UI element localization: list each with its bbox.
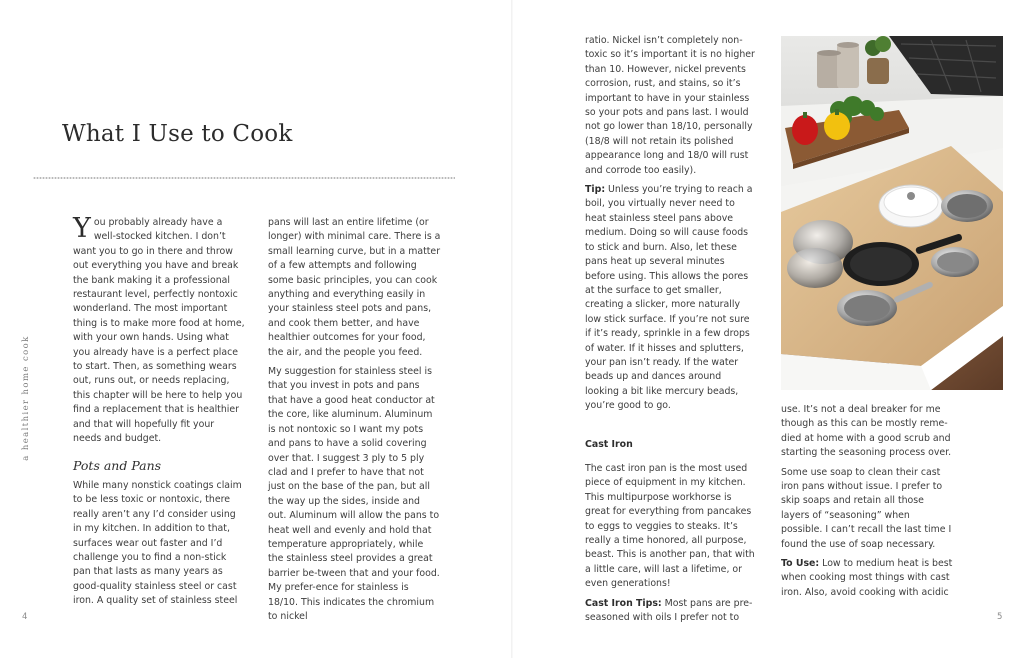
page-gutter (511, 0, 513, 658)
intro-text: ou probably already have a well-stocked kitchen. I don’t want you to go in there and throw out everything you have and break the bank making it a professional restaurant level, perfectly nontoxic wonderland. The most important thing is to make more food at home, with your own hands. Using what you already have is a perfect place to start. Then, as something wears out, runs out, or needs replacing, this chapter will be here to help you find a replacement that is healthier and that will hopefully fit your needs and budget. (73, 217, 245, 445)
text-column-1 (73, 213, 245, 609)
running-side-label: a healthier home cook (21, 335, 31, 461)
kitchen-drawer-illustration (781, 36, 1003, 390)
to-use-label: To Use: (781, 558, 820, 570)
column-2-paragraph-1: pans will last an entire lifetime (or longer) with minimal care. There is a small learning curve, but in a matter of a few attempts and following some basic principles, you can cook anything and everything easily in your stainless steel pots and pans, and cook them better, and have healthier outcomes for your food, the air, and the people you feed. (268, 217, 441, 358)
cast-iron-paragraph: The cast iron pan is the most used piece of equipment in my kitchen. This multipurpose workhorse is great for everything from pancakes to eggs to veggies to steaks. It’s really a time honored, all purpose, beast. This is another pan, that with a little care, will last a lifetime, or even generations! (585, 462, 755, 590)
cast-iron-tips-text: Most pans are pre-seasoned with oils I prefer not to (585, 597, 753, 624)
to-use-text: Low to medium heat is best when cooking most things with cast iron. Also, avoid cooking with acidic (781, 558, 953, 598)
cast-iron-tips-label: Cast Iron Tips: (585, 597, 662, 609)
column-4-paragraph-2: Some use soap to clean their cast iron pans without issue. I prefer to skip soaps and retain all those layers of “seasoning” when possible. I can’t recall the last time I found the use of soap necessary. (781, 466, 952, 550)
tip-paragraph (585, 183, 757, 414)
nickel-paragraph: ratio. Nickel isn’t completely non-toxic so it’s important it is no higher than 10. However, nickel prevents corrosion, rust, and stains, so it’s important to have in your stainless so your pots and pans last. I would not go lower than 18/10, personally (18/8 will not retain its polished appearance long and 18/0 will rust and corrode too easily). (585, 35, 755, 176)
to-use-paragraph (781, 557, 953, 600)
chapter-title: What I Use to Cook (62, 121, 293, 147)
section-heading-pots-and-pans: Pots and Pans (73, 457, 162, 473)
tip-label: Tip: (585, 184, 606, 196)
kitchen-drawer-photo (781, 36, 1003, 390)
page-number-right: 5 (997, 612, 1003, 622)
text-column-4 (781, 403, 953, 600)
cast-iron-tips-paragraph (585, 597, 757, 626)
tip-text: Unless you’re trying to reach a boil, you virtually never need to heat stainless steel pans above medium. Doing so will cause foods to stick and burn. Also, let these pans heat up several minutes before using. This allows the pores at the surface to get smaller, creating a slicker, more naturally low stick surface. If you’re not sure if it’s ready, sprinkle in a few drops of water. If it hisses and splutters, your pan isn’t ready. If the water beads up and dances around looking a bit like mercury beads, you’re good to go. (585, 184, 753, 412)
column-4-paragraph-1: use. It’s not a deal breaker for me though as this can be mostly reme-died at home with a good scrub and starting the seasoning process over. (781, 404, 952, 459)
red-pepper (792, 115, 818, 145)
page-number-left: 4 (22, 612, 28, 622)
text-column-3 (585, 34, 757, 625)
drop-cap: Y (73, 213, 91, 244)
section-heading-cast-iron: Cast Iron (585, 438, 633, 450)
intro-paragraph (73, 213, 245, 447)
column-2-paragraph-2: My suggestion for stainless steel is that you invest in pots and pans that have a good heat conductor at the core, like aluminum. Aluminum is not nontoxic so I want my pots and pans to have a solid covering over that. I suggest 3 ply to 5 ply clad and I prefer to have that not just on the base of the pan, but all the way up the sides, inside and out. Aluminum will allow the pans to heat well and evenly and hold that temperature appropriately, while the stainless steel provides a great barrier be-tween that and your food. My prefer-ence for stainless is 18/10. This indicates the chromium to nickel (268, 366, 440, 622)
yellow-pepper (824, 112, 850, 140)
pots-pans-paragraph: While many nonstick coatings claim to be less toxic or nontoxic, there really aren’t any I’d consider using in my kitchen. In addition to that, surfaces wear out faster and I’d challenge you to find a non-stick pan that lasts as many years as good-quality stainless steel or cast iron. A quality set of stainless steel (73, 479, 242, 607)
text-column-2 (268, 216, 441, 624)
dotted-rule (33, 176, 455, 180)
